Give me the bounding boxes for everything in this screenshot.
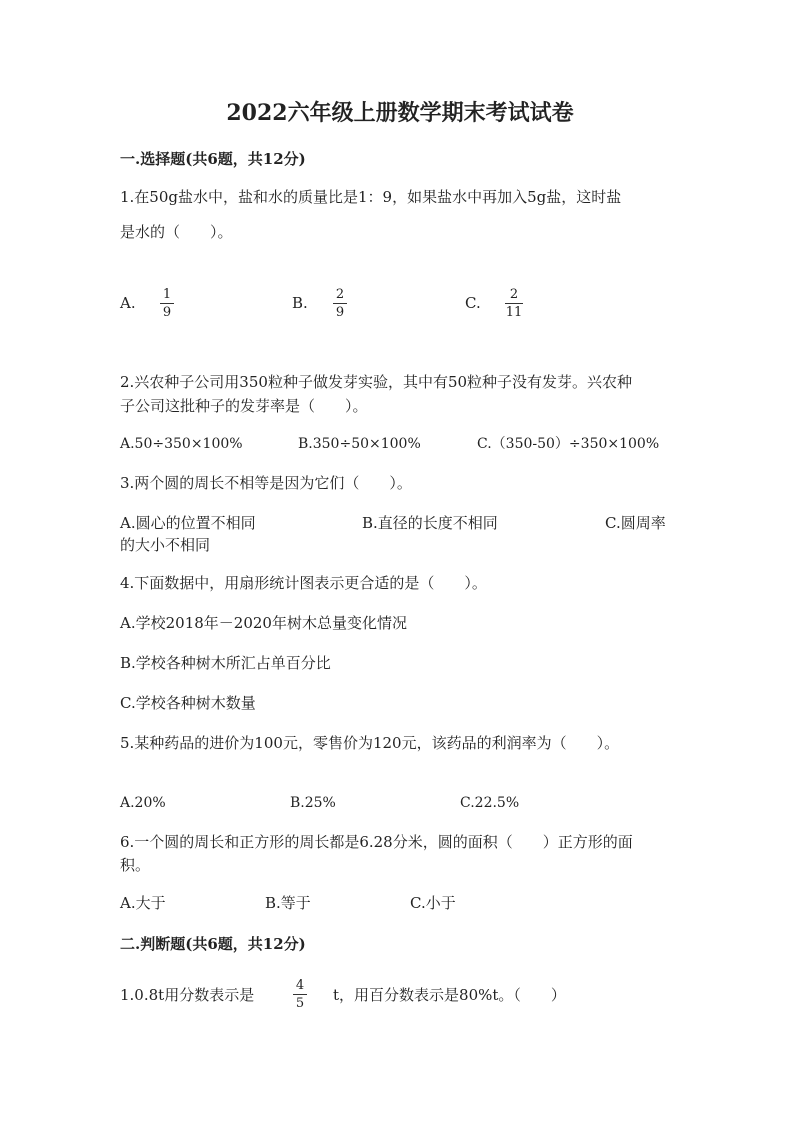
- question-4-option-c: C.学校各种树木数量: [120, 694, 256, 712]
- section-heading-judge: 二.判断题(共6题，共12分): [120, 935, 306, 953]
- question-1-option-c-label: C.: [465, 294, 481, 312]
- fraction-denominator: 5: [295, 996, 305, 1011]
- judge-question-1-fraction: [293, 978, 307, 1011]
- judge-question-1-text-before: 1.0.8t用分数表示是: [120, 986, 255, 1004]
- fraction-denominator: 9: [335, 305, 345, 320]
- question-1-option-b-fraction: [333, 287, 347, 320]
- fraction-bar: [505, 303, 523, 304]
- fraction-numerator: 4: [295, 978, 305, 993]
- question-4-option-b: B.学校各种树木所汇占单百分比: [120, 654, 331, 672]
- fraction-denominator: 9: [162, 305, 172, 320]
- fraction-bar: [333, 303, 347, 304]
- fraction-bar: [160, 303, 174, 304]
- question-1-option-a-fraction: [160, 287, 174, 320]
- fraction-numerator: 2: [335, 287, 345, 302]
- question-3-option-b: B.直径的长度不相同: [362, 514, 498, 532]
- question-3-option-a: A.圆心的位置不相同: [120, 514, 256, 532]
- question-3-option-c: C.圆周率: [605, 514, 666, 532]
- question-3-option-c-continued: 的大小不相同: [120, 536, 211, 554]
- question-6-line-2: 积。: [120, 856, 151, 874]
- question-5-option-b: B.25%: [290, 795, 336, 811]
- question-2-line-1: 2.兴农种子公司用350粒种子做发芽实验，其中有50粒种子没有发芽。兴农种: [120, 373, 633, 391]
- question-6-option-b: B.等于: [265, 894, 311, 912]
- question-1-line-2: 是水的（ ）。: [120, 223, 233, 241]
- question-4-option-a: A.学校2018年－2020年树木总量变化情况: [120, 614, 407, 632]
- question-1-option-c-fraction: [505, 287, 523, 320]
- section-heading-choice: 一.选择题(共6题，共12分): [120, 150, 306, 168]
- page-title: 2022六年级上册数学期末考试试卷: [226, 100, 574, 126]
- question-5-line-1: 5.某种药品的进价为100元，零售价为120元，该药品的利润率为（ ）。: [120, 734, 620, 752]
- question-1-line-1: 1.在50g盐水中，盐和水的质量比是1：9，如果盐水中再加入5g盐，这时盐: [120, 188, 622, 206]
- fraction-denominator: 11: [505, 305, 523, 320]
- question-2-option-b: B.350÷50×100%: [298, 436, 421, 452]
- question-5-option-c: C.22.5%: [460, 795, 520, 811]
- question-2-option-c: C.（350-50）÷350×100%: [477, 436, 660, 452]
- question-6-option-a: A.大于: [120, 894, 166, 912]
- fraction-bar: [293, 994, 307, 995]
- judge-question-1-text-after: t，用百分数表示是80%t。（ ）: [333, 986, 566, 1004]
- question-3-line-1: 3.两个圆的周长不相等是因为它们（ ）。: [120, 474, 412, 492]
- question-6-line-1: 6.一个圆的周长和正方形的周长都是6.28分米，圆的面积（ ）正方形的面: [120, 833, 633, 851]
- question-1-option-b-label: B.: [292, 294, 308, 312]
- fraction-numerator: 2: [509, 287, 519, 302]
- question-6-option-c: C.小于: [410, 894, 456, 912]
- question-1-option-a-label: A.: [120, 294, 136, 312]
- fraction-numerator: 1: [162, 287, 172, 302]
- question-4-line-1: 4.下面数据中，用扇形统计图表示更合适的是（ ）。: [120, 574, 487, 592]
- question-5-option-a: A.20%: [120, 795, 166, 811]
- question-2-line-2: 子公司这批种子的发芽率是（ ）。: [120, 397, 368, 415]
- question-2-option-a: A.50÷350×100%: [120, 436, 243, 452]
